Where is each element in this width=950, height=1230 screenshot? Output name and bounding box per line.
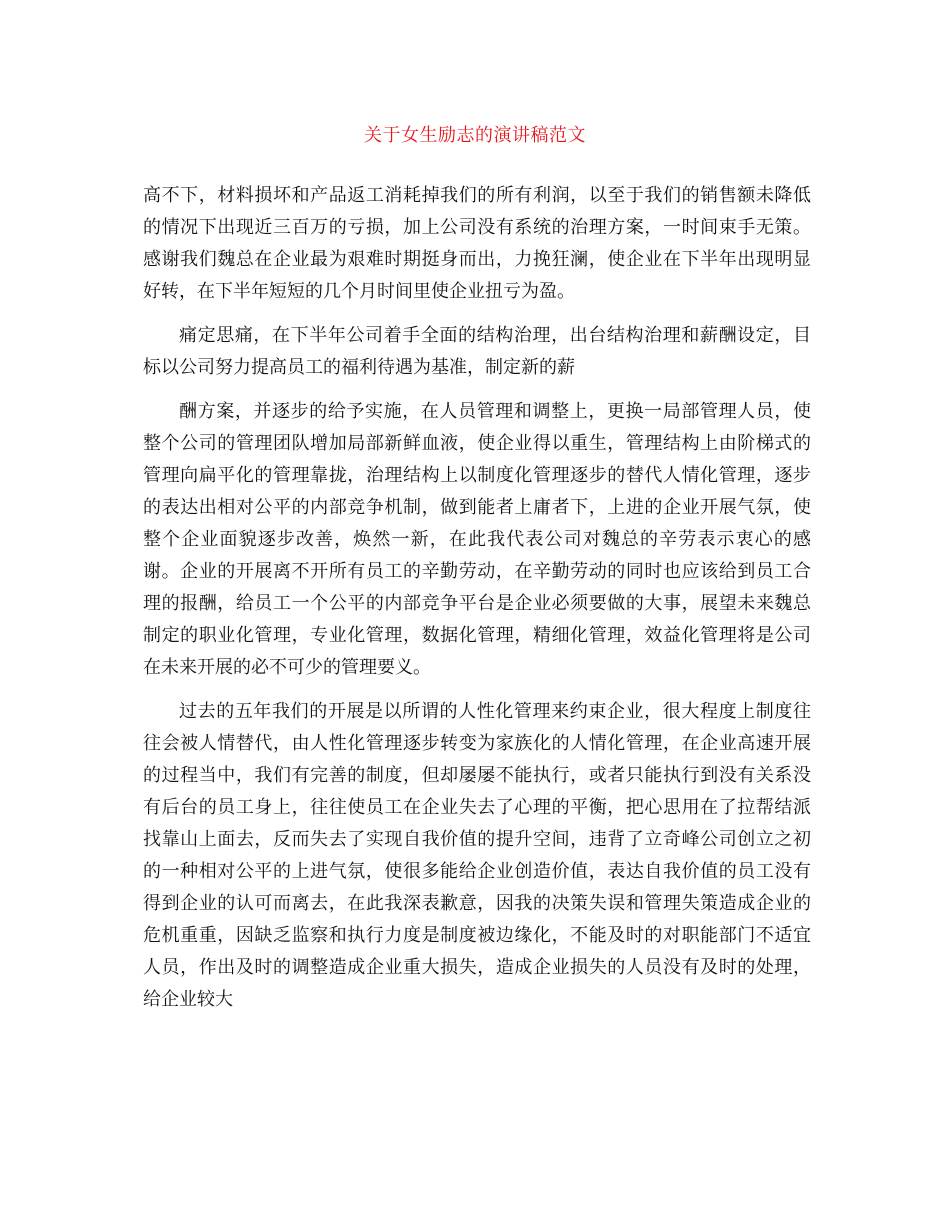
text-line: 的一种相对公平的上进气氛，使很多能给企业创造价值，表达自我价值的员工没有 — [143, 861, 811, 882]
text-line: 标以公司努力提高员工的福利待遇为基准，制定新的薪 — [143, 357, 575, 378]
text-line: 的表达出相对公平的内部竞争机制，做到能者上庸者下，上进的企业开展气氛，使 — [143, 497, 811, 518]
text-line: 过去的五年我们的开展是以所谓的人性化管理来约束企业，很大程度上制度往 — [179, 701, 811, 722]
text-line: 高不下，材料损坏和产品返工消耗掉我们的所有利润，以至于我们的销售额未降低 — [143, 185, 811, 206]
text-line: 人员，作出及时的调整造成企业重大损失，造成企业损失的人员没有及时的处理， — [143, 957, 811, 978]
text-line: 谢。企业的开展离不开所有员工的辛勤劳动，在辛勤劳动的同时也应该给到员工合 — [143, 561, 811, 582]
document-title: 关于女生励志的演讲稿范文 — [364, 125, 586, 146]
text-line: 找靠山上面去，反而失去了实现自我价值的提升空间，违背了立奇峰公司创立之初 — [143, 829, 811, 850]
text-line: 的情况下出现近三百万的亏损，加上公司没有系统的治理方案，一时间束手无策。 — [143, 217, 811, 238]
text-line: 酬方案，并逐步的给予实施，在人员管理和调整上，更换一局部管理人员，使 — [179, 401, 811, 422]
text-line: 好转，在下半年短短的几个月时间里使企业扭亏为盈。 — [143, 281, 575, 302]
text-line: 危机重重，因缺乏监察和执行力度是制度被边缘化，不能及时的对职能部门不适宜 — [143, 925, 811, 946]
text-line: 理的报酬，给员工一个公平的内部竞争平台是企业必须要做的大事，展望未来魏总 — [143, 593, 811, 614]
text-line: 痛定思痛，在下半年公司着手全面的结构治理，出台结构治理和薪酬设定，目 — [179, 325, 811, 346]
text-line: 有后台的员工身上，往往使员工在企业失去了心理的平衡，把心思用在了拉帮结派 — [143, 797, 811, 818]
text-line: 给企业较大 — [143, 989, 233, 1010]
text-line: 的过程当中，我们有完善的制度，但却屡屡不能执行，或者只能执行到没有关系没 — [143, 765, 811, 786]
text-line: 得到企业的认可而离去，在此我深表歉意，因我的决策失误和管理失策造成企业的 — [143, 893, 811, 914]
text-line: 管理向扁平化的管理靠拢，治理结构上以制度化管理逐步的替代人情化管理，逐步 — [143, 465, 811, 486]
text-line: 往会被人情替代，由人性化管理逐步转变为家族化的人情化管理，在企业高速开展 — [143, 733, 811, 754]
text-line: 制定的职业化管理，专业化管理，数据化管理，精细化管理，效益化管理将是公司 — [143, 625, 811, 646]
text-line: 整个企业面貌逐步改善，焕然一新，在此我代表公司对魏总的辛劳表示衷心的感 — [143, 529, 811, 550]
text-line: 在未来开展的必不可少的管理要义。 — [143, 657, 431, 678]
text-line: 整个公司的管理团队增加局部新鲜血液，使企业得以重生，管理结构上由阶梯式的 — [143, 433, 811, 454]
text-line: 感谢我们魏总在企业最为艰难时期挺身而出，力挽狂澜，使企业在下半年出现明显 — [143, 249, 811, 270]
